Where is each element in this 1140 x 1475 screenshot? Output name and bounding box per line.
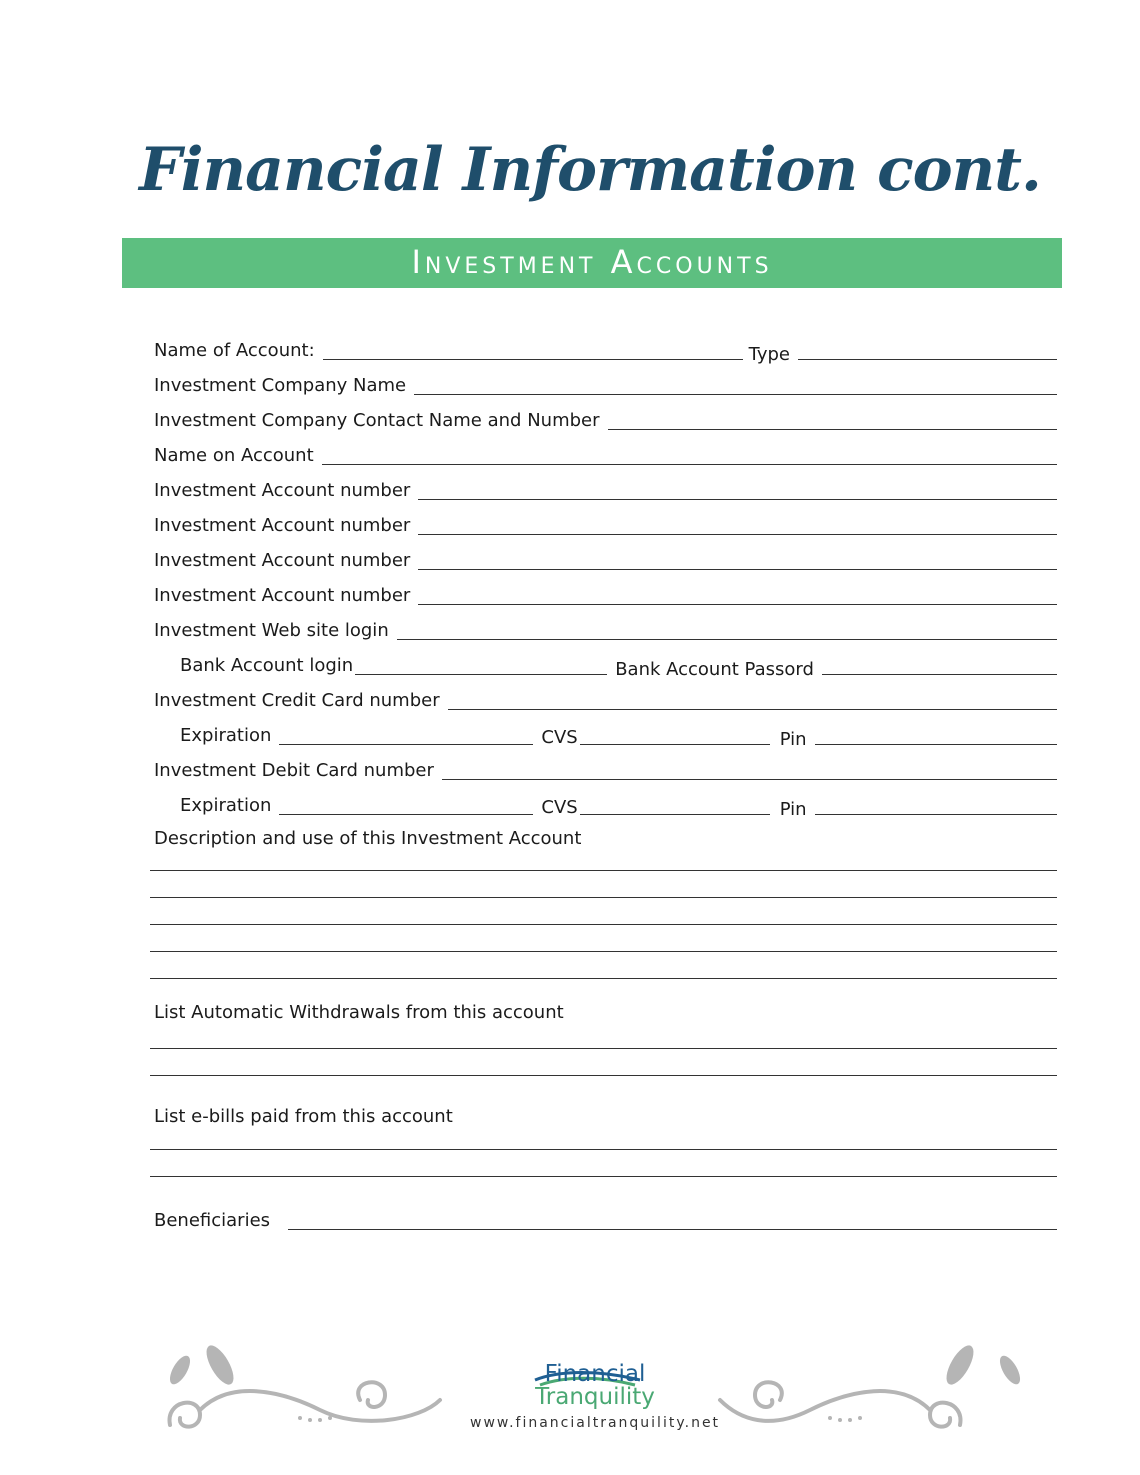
withdrawals-label: List Automatic Withdrawals from this account bbox=[154, 1002, 564, 1023]
row-beneficiaries bbox=[154, 1200, 1057, 1232]
cvs-label: CVS bbox=[541, 727, 578, 748]
page-title: Financial Information cont. bbox=[139, 135, 1041, 205]
account-number-label: Investment Account number bbox=[154, 480, 411, 501]
expiration-label: Expiration bbox=[180, 725, 272, 746]
description-line-1[interactable] bbox=[150, 870, 1057, 871]
row-credit-card-details bbox=[180, 715, 1057, 750]
web-login-label: Investment Web site login bbox=[154, 620, 389, 641]
account-number-input-3[interactable] bbox=[418, 569, 1057, 570]
row-ebills bbox=[154, 1096, 1057, 1128]
account-number-input-1[interactable] bbox=[418, 499, 1057, 500]
account-number-input-2[interactable] bbox=[418, 534, 1057, 535]
footer-url[interactable]: www.financialtranquility.net bbox=[470, 1415, 721, 1431]
right-leaf2-icon bbox=[996, 1353, 1024, 1388]
credit-card-label: Investment Credit Card number bbox=[154, 690, 440, 711]
company-contact-label: Investment Company Contact Name and Number bbox=[154, 410, 600, 431]
type-input[interactable] bbox=[798, 359, 1057, 360]
name-on-account-input[interactable] bbox=[322, 464, 1057, 465]
company-name-label: Investment Company Name bbox=[154, 375, 407, 396]
beneficiaries-label: Beneficiaries bbox=[154, 1210, 271, 1231]
row-account-number-3 bbox=[154, 540, 1057, 572]
bank-password-label: Bank Account Passord bbox=[615, 659, 814, 680]
row-description bbox=[154, 818, 1057, 850]
left-swirl-icon bbox=[170, 1403, 200, 1427]
withdrawals-line-2[interactable] bbox=[150, 1075, 1057, 1076]
row-bank-login bbox=[180, 645, 1057, 680]
logo-line2: Tranquility bbox=[535, 1384, 655, 1410]
credit-pin-input[interactable] bbox=[815, 744, 1057, 745]
row-web-login bbox=[154, 610, 1057, 642]
name-of-account-label: Name of Account: bbox=[154, 340, 315, 361]
debit-card-input[interactable] bbox=[442, 779, 1057, 780]
account-number-label: Investment Account number bbox=[154, 515, 411, 536]
row-name-on-account bbox=[154, 435, 1057, 467]
left-leaf-icon bbox=[201, 1341, 239, 1388]
credit-card-input[interactable] bbox=[448, 709, 1057, 710]
logo-line1: Financial bbox=[544, 1361, 646, 1387]
description-line-5[interactable] bbox=[150, 978, 1057, 979]
row-debit-card bbox=[154, 750, 1057, 782]
ebills-line-1[interactable] bbox=[150, 1149, 1057, 1150]
row-account-number-2 bbox=[154, 505, 1057, 537]
name-on-account-label: Name on Account bbox=[154, 445, 314, 466]
company-contact-input[interactable] bbox=[608, 429, 1058, 430]
row-company-name bbox=[154, 365, 1057, 397]
right-vine-icon bbox=[720, 1391, 930, 1421]
row-account-number-1 bbox=[154, 470, 1057, 502]
bank-login-input[interactable] bbox=[355, 674, 607, 675]
row-withdrawals bbox=[154, 992, 1057, 1024]
company-name-input[interactable] bbox=[414, 394, 1057, 395]
row-credit-card bbox=[154, 680, 1057, 712]
left-leaf2-icon bbox=[166, 1353, 194, 1388]
row-account-name bbox=[154, 330, 1057, 365]
pin-label: Pin bbox=[779, 799, 807, 820]
debit-expiration-input[interactable] bbox=[279, 814, 533, 815]
withdrawals-line-1[interactable] bbox=[150, 1048, 1057, 1049]
right-swirl-icon bbox=[930, 1403, 960, 1427]
account-number-label: Investment Account number bbox=[154, 585, 411, 606]
right-swirl2-icon bbox=[755, 1382, 782, 1407]
right-leaf-icon bbox=[941, 1341, 979, 1388]
debit-pin-input[interactable] bbox=[815, 814, 1057, 815]
description-line-3[interactable] bbox=[150, 924, 1057, 925]
expiration-label: Expiration bbox=[180, 795, 272, 816]
debit-cvs-input[interactable] bbox=[580, 814, 770, 815]
section-title: Investment Accounts bbox=[411, 243, 773, 281]
bank-login-label: Bank Account login bbox=[180, 655, 354, 676]
bank-password-input[interactable] bbox=[822, 674, 1057, 675]
section-banner bbox=[122, 238, 1062, 288]
description-label: Description and use of this Investment Account bbox=[154, 828, 582, 849]
row-debit-card-details bbox=[180, 785, 1057, 820]
footer-logo bbox=[470, 1362, 720, 1410]
credit-cvs-input[interactable] bbox=[580, 744, 770, 745]
beneficiaries-input[interactable] bbox=[288, 1229, 1057, 1230]
left-swirl2-icon bbox=[358, 1382, 385, 1407]
row-account-number-4 bbox=[154, 575, 1057, 607]
name-of-account-input[interactable] bbox=[323, 359, 743, 360]
type-label: Type bbox=[748, 344, 790, 365]
credit-expiration-input[interactable] bbox=[279, 744, 533, 745]
account-number-label: Investment Account number bbox=[154, 550, 411, 571]
ebills-line-2[interactable] bbox=[150, 1176, 1057, 1177]
web-login-input[interactable] bbox=[397, 639, 1057, 640]
cvs-label: CVS bbox=[541, 797, 578, 818]
pin-label: Pin bbox=[779, 729, 807, 750]
description-line-4[interactable] bbox=[150, 951, 1057, 952]
description-line-2[interactable] bbox=[150, 897, 1057, 898]
row-company-contact bbox=[154, 400, 1057, 432]
ebills-label: List e-bills paid from this account bbox=[154, 1106, 453, 1127]
debit-card-label: Investment Debit Card number bbox=[154, 760, 434, 781]
left-vine-icon bbox=[200, 1391, 440, 1421]
account-number-input-4[interactable] bbox=[418, 604, 1057, 605]
